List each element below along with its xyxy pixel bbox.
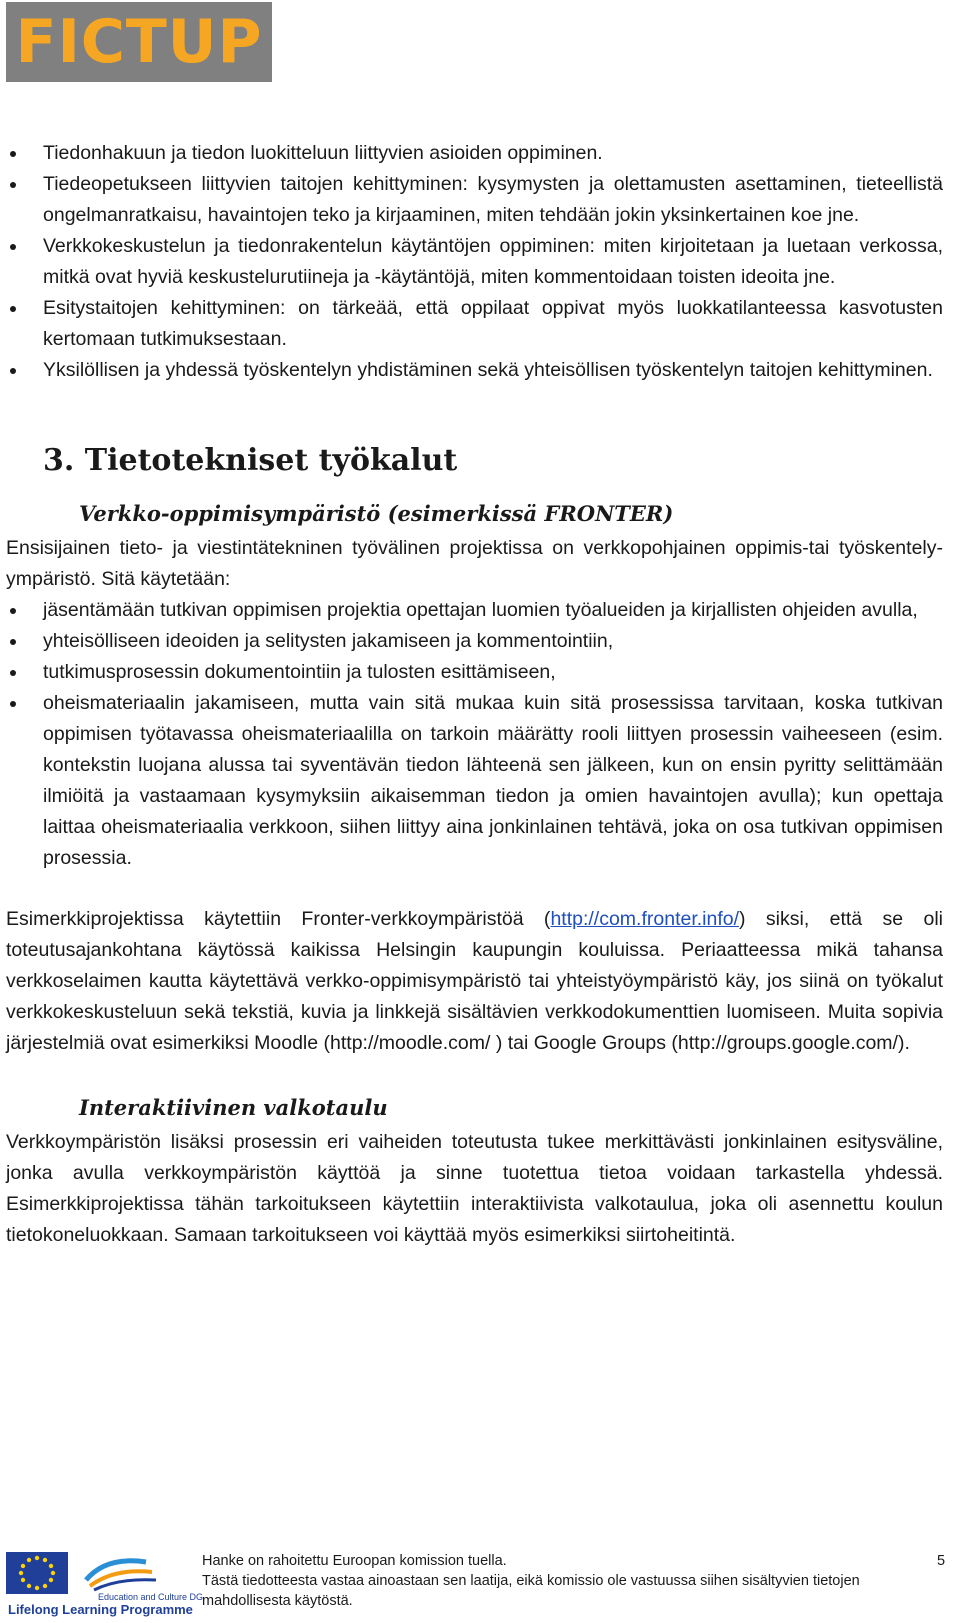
subsection-heading-whiteboard: Interaktiivinen valkotaulu	[79, 1095, 388, 1120]
fronter-link[interactable]: http://com.fronter.info/	[550, 908, 740, 930]
list-item: Yksilöllisen ja yhdessä työskentelyn yhdistäminen sekä yhteisöllisen työskentelyn taitojen kehittyminen.	[6, 355, 943, 386]
eu-flag-icon	[6, 1550, 204, 1618]
footer-line-funding: Hanke on rahoitettu Euroopan komission tuella.	[202, 1553, 507, 1569]
list-item: oheismateriaalin jakamiseen, mutta vain sitä mukaa kuin sitä prosessissa tarvitaan, koska tutkivan oppimisen työtavassa oheismateriaalilla on tarkoin määrätty rooli liittyen prosessin vaiheeseen (esim. kontekstin luojana alussa tai syventävän tiedon lähteenä sen jälkeen, kun on ensin pyritty selittämään ilmiöitä ja vastaamaan kysymyksiin aikaisemman tiedon ja omien havaintojen avulla); kun opettaja laittaa oheismateriaalia verkkoon, siihen liittyy aina jonkinlainen tehtävä, joka on osa tutkivan oppimisen prosessia.	[6, 688, 943, 874]
paragraph-text: ) siksi, että se oli toteutusajankohtana käytössä kaikissa Helsingin kaupungin kouluissa. Periaatteessa mikä tahansa verkkoselaimen kautta käytettävä verkko-oppimisympäristö tai yhteistyöympäristö käy, jos siinä on työkalut verkkokeskusteluun sekä tekstiä, kuvia ja linkkejä sisältävien verkkodokumenttien luomiseen. Muita sopivia järjestelmiä ovat esimerkiksi Moodle (http://moodle.com/ ) tai Google Groups (http://groups.google.com/).	[6, 908, 943, 1054]
logo-text: FICTUP	[15, 7, 263, 77]
llp-caption: Lifelong Learning Programme	[8, 1602, 193, 1617]
eu-logo-caption: Education and Culture DG	[98, 1592, 204, 1602]
fronter-intro-paragraph: Ensisijainen tieto- ja viestintätekninen työvälinen projektissa on verkkopohjainen oppimis-tai työskentely-ympäristö. Sitä käytetään:	[6, 537, 943, 590]
intro-bullet-list	[6, 138, 943, 386]
document-body	[6, 138, 943, 1251]
footer-disclaimer	[202, 1551, 902, 1611]
fronter-bullet-list	[6, 595, 943, 874]
list-item: Tiedonhakuun ja tiedon luokitteluun liittyvien asioiden oppiminen.	[6, 138, 943, 169]
subsection-heading-fronter: Verkko-oppimisympäristö (esimerkissä FRONTER)	[79, 501, 674, 526]
section-heading: 3. Tietotekniset työkalut	[43, 443, 458, 478]
list-item: Tiedeopetukseen liittyvien taitojen kehittyminen: kysymysten ja olettamusten asettaminen, tieteellistä ongelmanratkaisu, havaintojen teko ja kirjaaminen, miten tehdään jokin yksinkertainen koe jne.	[6, 169, 943, 231]
list-item: Esitystaitojen kehittyminen: on tärkeää, että oppilaat oppivat myös luokkatilanteessa kasvotusten kertomaan tutkimuksestaan.	[6, 293, 943, 355]
footer-line-disclaimer: Tästä tiedotteesta vastaa ainoastaan sen laatija, eikä komissio ole vastuussa siihen sisältyvien tietojen mahdollisesta käytöstä.	[202, 1573, 860, 1609]
fronter-example-paragraph	[6, 904, 943, 1059]
paragraph-text: Esimerkkiprojektissa käytettiin Fronter-verkkoympäristöä (	[6, 908, 551, 930]
list-item: tutkimusprosessin dokumentointiin ja tulosten esittämiseen,	[6, 657, 943, 688]
eu-llp-logo	[6, 1550, 204, 1618]
whiteboard-paragraph: Verkkoympäristön lisäksi prosessin eri vaiheiden toteutusta tukee merkittävästi jonkinlainen esitysväline, jonka avulla verkkoympäristön käyttöä ja sinne tuotettua tietoa voidaan tarkastella yhdessä. Esimerkkiprojektissa tähän tarkoitukseen käytettiin interaktiivista valkotaulua, joka oli asennettu koulun tietokoneluokkaan. Samaan tarkoitukseen voi käyttää myös esimerkiksi siirtoheitintä.	[6, 1131, 943, 1246]
page-number: 5	[937, 1553, 946, 1569]
fictup-logo	[6, 2, 272, 82]
list-item: yhteisölliseen ideoiden ja selitysten jakamiseen ja kommentointiin,	[6, 626, 943, 657]
list-item: jäsentämään tutkivan oppimisen projektia opettajan luomien työalueiden ja kirjallisten ohjeiden avulla,	[6, 595, 943, 626]
list-item: Verkkokeskustelun ja tiedonrakentelun käytäntöjen oppiminen: miten kirjoitetaan ja luetaan verkossa, mitkä ovat hyviä keskustelurutiineja ja -käytäntöjä, miten kommentoidaan toisten ideoita jne.	[6, 231, 943, 293]
